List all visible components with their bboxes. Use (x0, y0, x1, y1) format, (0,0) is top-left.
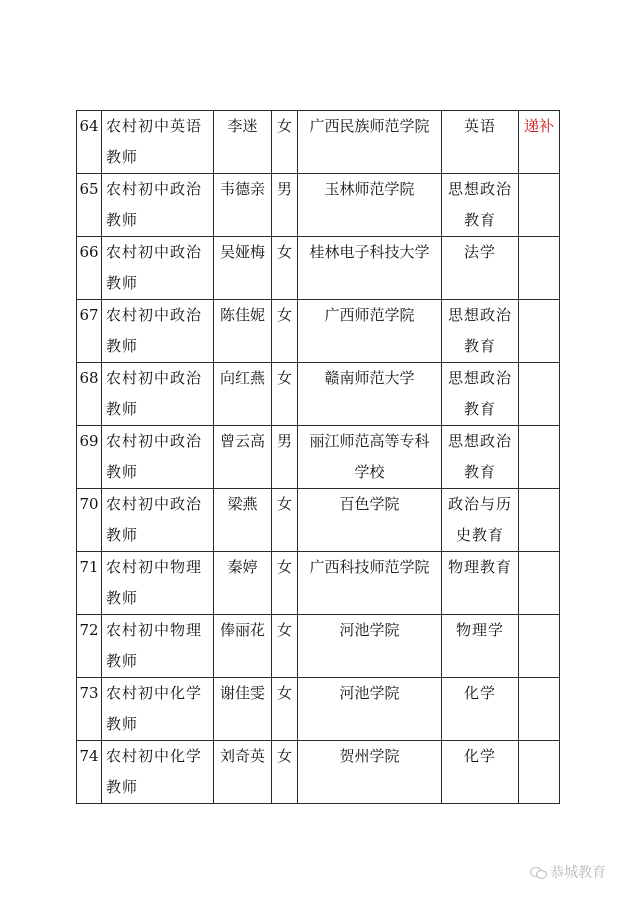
position-cell: 农村初中化学 教师 (102, 678, 214, 741)
name-cell: 俸丽花 (214, 615, 272, 678)
row-number: 66 (77, 237, 102, 300)
table-row (77, 489, 560, 552)
school-cell: 赣南师范大学 (298, 363, 442, 426)
note-cell: 递补 (519, 111, 560, 174)
sex-cell: 女 (272, 741, 298, 804)
school-cell: 百色学院 (298, 489, 442, 552)
roster-table (76, 110, 560, 804)
name-cell: 曾云高 (214, 426, 272, 489)
school-cell: 广西师范学院 (298, 300, 442, 363)
position-cell: 农村初中政治 教师 (102, 300, 214, 363)
sex-cell: 女 (272, 111, 298, 174)
position-cell: 农村初中物理 教师 (102, 615, 214, 678)
watermark (530, 862, 606, 882)
row-number: 65 (77, 174, 102, 237)
name-cell: 吴娅梅 (214, 237, 272, 300)
sex-cell: 女 (272, 363, 298, 426)
row-number: 74 (77, 741, 102, 804)
position-cell: 农村初中政治 教师 (102, 489, 214, 552)
watermark-text: 恭城教育 (550, 865, 606, 881)
row-number: 69 (77, 426, 102, 489)
sex-cell: 女 (272, 615, 298, 678)
note-cell (519, 741, 560, 804)
major-cell: 物理教育 (442, 552, 519, 615)
table-row (77, 363, 560, 426)
table-row (77, 426, 560, 489)
major-cell: 政治与历 史教育 (442, 489, 519, 552)
major-cell: 化学 (442, 678, 519, 741)
sex-cell: 男 (272, 174, 298, 237)
note-cell (519, 552, 560, 615)
sex-cell: 女 (272, 237, 298, 300)
major-cell: 思想政治 教育 (442, 426, 519, 489)
major-cell: 法学 (442, 237, 519, 300)
table-row (77, 741, 560, 804)
major-cell: 思想政治 教育 (442, 300, 519, 363)
sex-cell: 女 (272, 300, 298, 363)
row-number: 70 (77, 489, 102, 552)
sex-cell: 女 (272, 552, 298, 615)
school-cell: 丽江师范高等专科 学校 (298, 426, 442, 489)
table-row (77, 237, 560, 300)
row-number: 72 (77, 615, 102, 678)
name-cell: 向红燕 (214, 363, 272, 426)
row-number: 67 (77, 300, 102, 363)
position-cell: 农村初中化学 教师 (102, 741, 214, 804)
row-number: 73 (77, 678, 102, 741)
school-cell: 河池学院 (298, 615, 442, 678)
position-cell: 农村初中物理 教师 (102, 552, 214, 615)
note-cell (519, 174, 560, 237)
school-cell: 桂林电子科技大学 (298, 237, 442, 300)
major-cell: 思想政治 教育 (442, 174, 519, 237)
name-cell: 刘奇英 (214, 741, 272, 804)
sex-cell: 女 (272, 489, 298, 552)
note-cell (519, 489, 560, 552)
note-cell (519, 300, 560, 363)
wechat-icon (530, 865, 546, 879)
name-cell: 韦德亲 (214, 174, 272, 237)
position-cell: 农村初中政治 教师 (102, 174, 214, 237)
note-cell (519, 237, 560, 300)
table-row (77, 552, 560, 615)
sex-cell: 女 (272, 678, 298, 741)
sex-cell: 男 (272, 426, 298, 489)
table-row (77, 300, 560, 363)
table-row (77, 111, 560, 174)
major-cell: 英语 (442, 111, 519, 174)
note-cell (519, 615, 560, 678)
table-row (77, 678, 560, 741)
table-row (77, 174, 560, 237)
note-cell (519, 678, 560, 741)
position-cell: 农村初中政治 教师 (102, 363, 214, 426)
position-cell: 农村初中政治 教师 (102, 237, 214, 300)
row-number: 64 (77, 111, 102, 174)
name-cell: 秦婷 (214, 552, 272, 615)
note-cell (519, 363, 560, 426)
name-cell: 谢佳雯 (214, 678, 272, 741)
note-cell (519, 426, 560, 489)
major-cell: 物理学 (442, 615, 519, 678)
major-cell: 思想政治 教育 (442, 363, 519, 426)
school-cell: 河池学院 (298, 678, 442, 741)
name-cell: 陈佳妮 (214, 300, 272, 363)
school-cell: 贺州学院 (298, 741, 442, 804)
school-cell: 广西民族师范学院 (298, 111, 442, 174)
table-row (77, 615, 560, 678)
school-cell: 广西科技师范学院 (298, 552, 442, 615)
major-cell: 化学 (442, 741, 519, 804)
name-cell: 李迷 (214, 111, 272, 174)
row-number: 68 (77, 363, 102, 426)
position-cell: 农村初中政治 教师 (102, 426, 214, 489)
position-cell: 农村初中英语 教师 (102, 111, 214, 174)
row-number: 71 (77, 552, 102, 615)
name-cell: 梁燕 (214, 489, 272, 552)
school-cell: 玉林师范学院 (298, 174, 442, 237)
